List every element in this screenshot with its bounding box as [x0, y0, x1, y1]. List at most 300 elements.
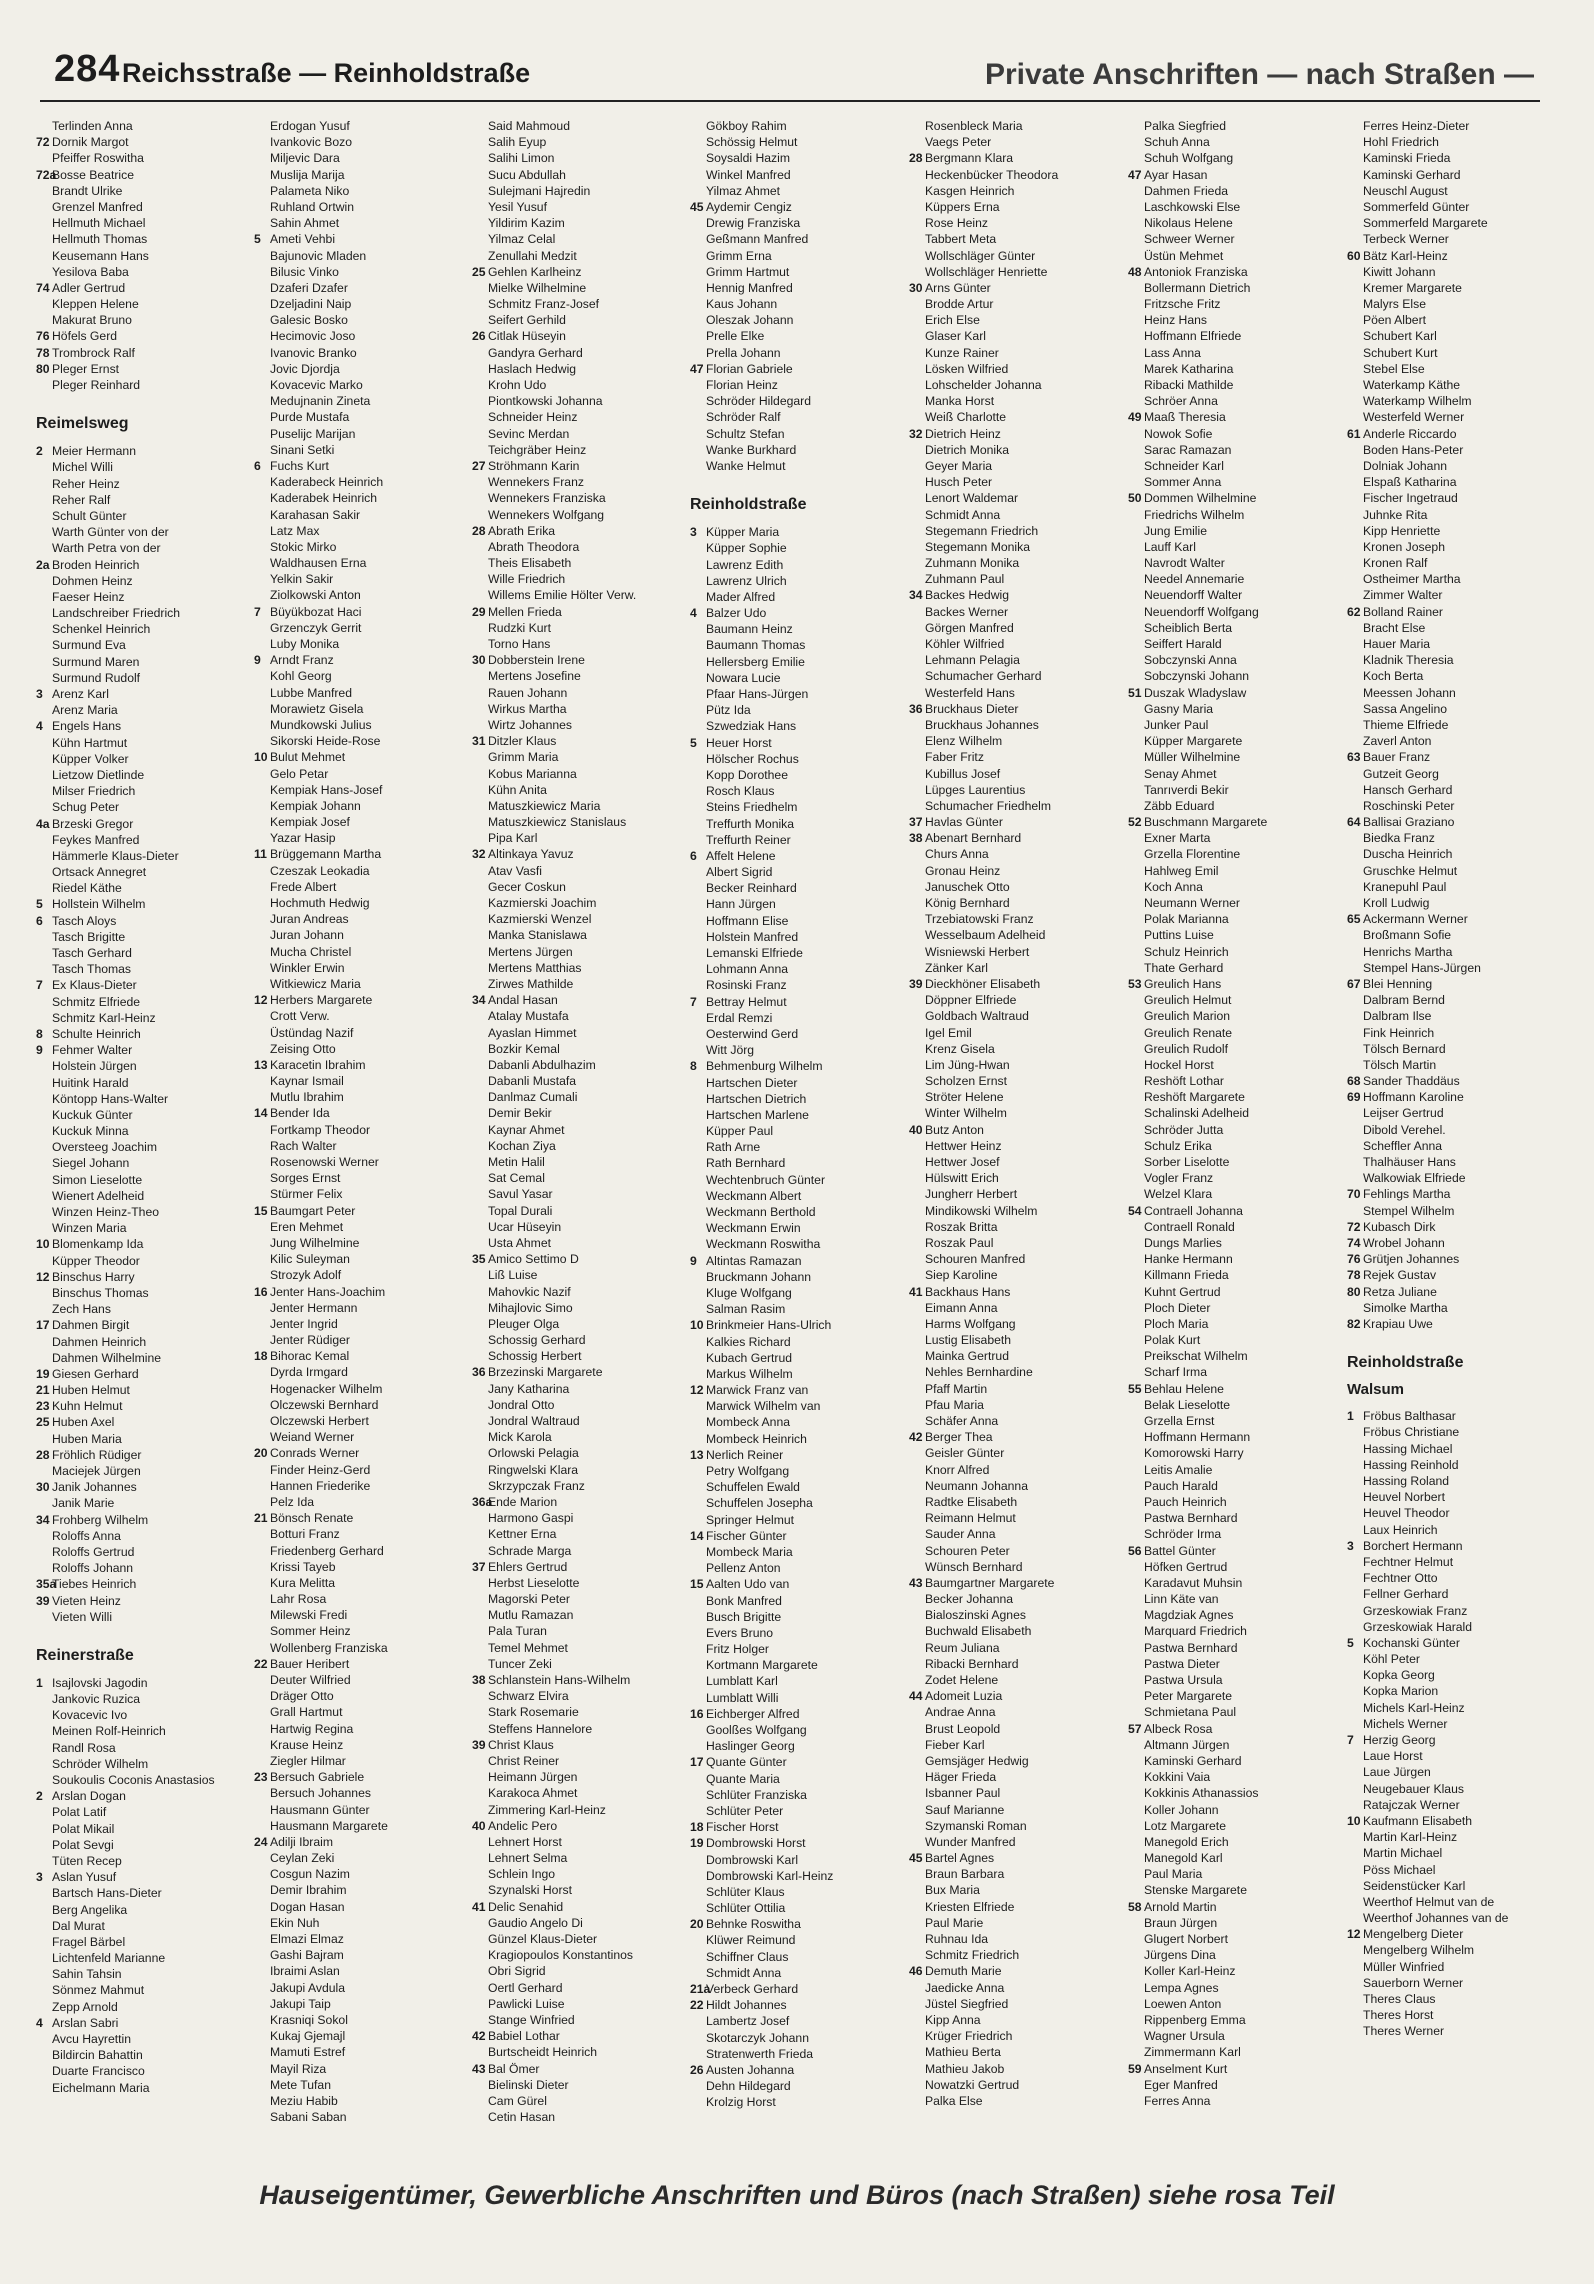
resident-name: Lehnert Horst [488, 1834, 562, 1849]
resident-entry [254, 1186, 460, 1202]
resident-name: Höfels Gerd [52, 329, 118, 344]
house-number: 4a [36, 816, 50, 831]
resident-entry [472, 1688, 678, 1704]
resident-entry [472, 183, 678, 199]
resident-name: Koch Berta [1363, 669, 1424, 684]
resident-entry [909, 960, 1115, 976]
resident-name: Becker Johanna [925, 1592, 1014, 1607]
resident-entry [1347, 183, 1553, 199]
resident-entry [909, 1607, 1115, 1623]
resident-entry [472, 296, 678, 312]
resident-name: Hannen Friederike [270, 1478, 371, 1493]
resident-name: Becker Reinhard [706, 881, 797, 896]
resident-entry [909, 523, 1115, 539]
resident-name: Jaedicke Anna [925, 1980, 1005, 1995]
resident-entry [36, 459, 242, 475]
resident-entry [472, 814, 678, 830]
house-number: 12 [36, 1269, 50, 1284]
house-number: 3 [36, 1870, 43, 1885]
resident-name: Terbeck Werner [1363, 232, 1449, 247]
house-number: 34 [472, 993, 486, 1008]
resident-entry [472, 960, 678, 976]
resident-name: Rose Heinz [925, 216, 988, 231]
resident-entry [254, 1672, 460, 1688]
resident-name: Citlak Hüseyin [488, 329, 566, 344]
resident-entry [909, 911, 1115, 927]
resident-entry [36, 312, 242, 328]
resident-name: Marwick Franz van [706, 1383, 809, 1398]
resident-name: Krolzig Horst [706, 2095, 776, 2110]
resident-entry [909, 1963, 1115, 1979]
resident-name: Meinen Rolf-Heinrich [52, 1724, 166, 1739]
resident-name: Isbanner Paul [925, 1786, 1001, 1801]
resident-entry [1347, 1683, 1553, 1699]
resident-entry [690, 1366, 896, 1382]
resident-name: Treffurth Reiner [706, 832, 791, 847]
resident-name: Glaser Karl [925, 329, 986, 344]
resident-name: Erich Else [925, 313, 980, 328]
resident-name: Treffurth Monika [706, 816, 795, 831]
resident-entry [472, 1122, 678, 1138]
resident-name: Fröhlich Rüdiger [52, 1447, 142, 1462]
resident-name: Kukaj Gjemajl [270, 2029, 346, 2044]
resident-name: Sarac Ramazan [1144, 442, 1232, 457]
resident-entry [909, 1882, 1115, 1898]
resident-entry [254, 1089, 460, 1105]
resident-entry [472, 426, 678, 442]
house-number: 49 [1128, 410, 1142, 425]
resident-entry [909, 1802, 1115, 1818]
resident-name: Vieten Willi [52, 1609, 113, 1624]
resident-entry [472, 1364, 678, 1380]
resident-entry [690, 557, 896, 573]
resident-entry [36, 702, 242, 718]
resident-name: Dombrowski Karl [706, 1852, 799, 1867]
resident-name: Fröbus Balthasar [1363, 1409, 1456, 1424]
resident-entry [36, 1740, 242, 1756]
resident-entry [254, 539, 460, 555]
resident-entry [909, 1462, 1115, 1478]
resident-name: Schenkel Heinrich [52, 622, 151, 637]
resident-entry [1128, 1073, 1334, 1089]
resident-entry [1347, 1424, 1553, 1440]
resident-name: Häger Frieda [925, 1770, 997, 1785]
resident-entry [472, 1769, 678, 1785]
resident-entry [909, 976, 1115, 992]
resident-entry [909, 215, 1115, 231]
resident-name: Milewski Fredi [270, 1608, 348, 1623]
resident-entry [1347, 1959, 1553, 1975]
resident-entry [254, 1721, 460, 1737]
resident-entry [36, 929, 242, 945]
resident-entry [36, 1853, 242, 1869]
resident-entry [1347, 1635, 1553, 1651]
resident-entry [36, 1869, 242, 1885]
resident-name: Balzer Udo [706, 606, 767, 621]
resident-entry [472, 2109, 678, 2125]
resident-name: Landschreiber Friedrich [52, 606, 181, 621]
resident-name: Kovacevic Marko [270, 378, 363, 392]
resident-name: Schossig Gerhard [488, 1333, 586, 1348]
resident-name: Grzenczyk Gerrit [270, 620, 362, 635]
resident-name: Schmidt Anna [706, 1965, 782, 1980]
resident-name: Kettner Erna [488, 1527, 557, 1542]
resident-entry [909, 2061, 1115, 2077]
resident-name: Killmann Frieda [1144, 1268, 1229, 1283]
resident-entry [909, 766, 1115, 782]
resident-name: Petry Wolfgang [706, 1464, 790, 1478]
resident-entry [690, 816, 896, 832]
resident-name: Küpper Maria [706, 525, 780, 540]
resident-entry [36, 1495, 242, 1511]
resident-name: Paul Maria [1144, 1867, 1203, 1882]
house-number: 76 [1347, 1252, 1361, 1267]
resident-name: Binschus Harry [52, 1269, 135, 1284]
resident-name: Zimmering Karl-Heinz [488, 1802, 606, 1817]
resident-name: Stratenwerth Frieda [706, 2046, 814, 2061]
resident-name: Pleger Ernst [52, 361, 120, 376]
resident-name: Surmund Eva [52, 638, 126, 653]
resident-entry [909, 846, 1115, 862]
resident-entry [1128, 895, 1334, 911]
resident-entry [690, 1058, 896, 1074]
resident-name: Ribacki Bernhard [925, 1656, 1019, 1671]
resident-name: Karahasan Sakir [270, 507, 361, 522]
resident-name: Bollermann Dietrich [1144, 280, 1251, 295]
resident-name: Jovic Djordja [270, 361, 340, 376]
resident-name: Jürgens Dina [1144, 1948, 1216, 1963]
resident-name: Nehles Bernhardine [925, 1365, 1033, 1380]
resident-entry [1347, 1910, 1553, 1926]
resident-entry [1128, 1381, 1334, 1397]
resident-name: Demir Ibrahim [270, 1883, 347, 1898]
resident-name: Ekin Nuh [270, 1915, 320, 1930]
resident-name: Wille Friedrich [488, 572, 566, 587]
resident-entry [690, 1123, 896, 1139]
house-number: 60 [1347, 248, 1361, 263]
resident-name: Abrath Erika [488, 523, 556, 538]
resident-name: Küpper Paul [706, 1124, 774, 1139]
resident-name: Broden Heinrich [52, 557, 140, 572]
house-number: 4 [36, 2015, 43, 2030]
resident-entry [909, 1769, 1115, 1785]
resident-name: Greulich Marion [1144, 1009, 1231, 1024]
house-number: 36a [472, 1494, 493, 1509]
resident-entry [690, 605, 896, 621]
resident-name: Mainka Gertrud [925, 1349, 1009, 1364]
resident-entry [1347, 587, 1553, 603]
resident-entry [1128, 1397, 1334, 1413]
resident-entry [36, 1918, 242, 1934]
resident-name: Kaminski Frieda [1363, 151, 1451, 166]
resident-entry [1128, 749, 1334, 765]
resident-entry [690, 296, 896, 312]
resident-name: Elspaß Katharina [1363, 475, 1457, 490]
resident-entry [36, 783, 242, 799]
resident-name: Roloffs Gertrud [52, 1544, 135, 1559]
resident-entry [36, 605, 242, 621]
resident-name: Müller Wilhelmine [1144, 750, 1241, 765]
resident-entry [909, 701, 1115, 717]
resident-entry [1128, 1154, 1334, 1170]
resident-entry [690, 1139, 896, 1155]
resident-entry [472, 1429, 678, 1445]
resident-name: Döppner Elfriede [925, 993, 1017, 1008]
house-number: 6 [36, 913, 43, 928]
resident-entry [472, 1041, 678, 1057]
resident-name: Janik Marie [52, 1496, 115, 1511]
resident-entry [1128, 1963, 1334, 1979]
resident-name: Sikorski Heide-Rose [270, 734, 381, 749]
resident-entry [1347, 604, 1553, 620]
resident-entry [909, 652, 1115, 668]
resident-name: Sinani Setki [270, 442, 335, 457]
resident-name: Havlas Günter [925, 815, 1003, 830]
resident-name: Sommerfeld Günter [1363, 199, 1470, 214]
resident-name: Brüggemann Martha [270, 847, 382, 862]
resident-name: Battel Günter [1144, 1543, 1216, 1558]
resident-name: Palka Siegfried [1144, 119, 1226, 133]
resident-entry [472, 1721, 678, 1737]
resident-name: Zirwes Mathilde [488, 976, 574, 991]
resident-entry [1128, 1478, 1334, 1494]
resident-name: Thate Gerhard [1144, 960, 1224, 975]
resident-entry [1347, 733, 1553, 749]
resident-name: Krüger Friedrich [925, 2029, 1013, 2044]
resident-entry [690, 1026, 896, 1042]
resident-name: Ballisai Graziano [1363, 815, 1455, 830]
resident-name: Hettwer Heinz [925, 1138, 1002, 1153]
resident-name: Dobberstein Irene [488, 653, 585, 668]
resident-name: Borchert Hermann [1363, 1538, 1463, 1553]
resident-entry [909, 150, 1115, 166]
resident-entry [1347, 1926, 1553, 1942]
resident-entry [36, 134, 242, 150]
resident-entry [472, 1785, 678, 1801]
resident-name: Bajunovic Mladen [270, 248, 367, 263]
resident-name: Rosinski Franz [706, 978, 787, 993]
resident-entry [690, 864, 896, 880]
house-number: 38 [909, 831, 923, 846]
resident-name: Greulich Helmut [1144, 993, 1232, 1008]
resident-name: Mengelberg Wilhelm [1363, 1943, 1475, 1958]
house-number: 18 [254, 1349, 268, 1364]
resident-name: Theis Elisabeth [488, 556, 572, 571]
resident-name: Kaufmann Elisabeth [1363, 1813, 1473, 1828]
resident-entry [254, 1866, 460, 1882]
resident-entry [36, 1204, 242, 1220]
resident-name: Prelle Elke [706, 329, 765, 344]
resident-name: Fink Heinrich [1363, 1025, 1435, 1040]
resident-name: Schubert Karl [1363, 329, 1437, 344]
resident-entry [909, 782, 1115, 798]
house-number: 56 [1128, 1543, 1142, 1558]
resident-name: Jungherr Herbert [925, 1187, 1018, 1202]
resident-name: Nerlich Reiner [706, 1447, 784, 1462]
resident-name: Kuckuk Günter [52, 1107, 133, 1122]
resident-entry [1347, 1203, 1553, 1219]
resident-entry [1347, 1105, 1553, 1121]
resident-entry [1128, 1802, 1334, 1818]
directory-columns [36, 118, 1546, 2158]
resident-entry [1347, 1651, 1553, 1667]
resident-name: Berger Thea [925, 1430, 993, 1445]
resident-name: Orlowski Pelagia [488, 1446, 579, 1461]
resident-name: Hartschen Dieter [706, 1075, 798, 1090]
resident-name: Schäfer Anna [925, 1414, 999, 1428]
footer-note: Hauseigentümer, Gewerbliche Anschriften und Büros (nach Straßen) siehe rosa Teil [259, 2180, 1335, 2210]
resident-entry [1128, 328, 1334, 344]
resident-entry [690, 961, 896, 977]
resident-name: Bauer Heribert [270, 1656, 350, 1671]
resident-name: Ibraimi Aslan [270, 1964, 340, 1979]
house-number: 72 [1347, 1219, 1361, 1234]
resident-entry [1128, 636, 1334, 652]
resident-name: Peter Margarete [1144, 1689, 1233, 1704]
resident-entry [909, 1737, 1115, 1753]
resident-entry [1347, 976, 1553, 992]
resident-entry [254, 1769, 460, 1785]
resident-name: Koller Johann [1144, 1802, 1219, 1817]
resident-entry [472, 668, 678, 684]
resident-name: Trombrock Ralf [52, 345, 135, 360]
resident-entry [36, 1950, 242, 1966]
resident-name: Jüstel Siegfried [925, 1996, 1009, 2011]
resident-name: Bolland Rainer [1363, 604, 1443, 619]
resident-entry [472, 1899, 678, 1915]
resident-entry [472, 830, 678, 846]
resident-entry [1347, 620, 1553, 636]
resident-name: Kochan Ziya [488, 1138, 556, 1153]
resident-name: Bartel Agnes [925, 1851, 995, 1866]
resident-name: Evers Bruno [706, 1625, 774, 1640]
resident-entry [254, 1850, 460, 1866]
resident-name: Jakupi Taip [270, 1996, 331, 2011]
resident-entry [472, 1267, 678, 1283]
resident-name: Belak Lieselotte [1144, 1397, 1231, 1412]
resident-entry [1347, 1667, 1553, 1683]
resident-name: Ruhnau Ida [925, 1932, 989, 1946]
resident-entry [909, 604, 1115, 620]
resident-name: Eichelmann Maria [52, 2080, 150, 2095]
resident-entry [472, 539, 678, 555]
resident-name: Sobczynski Anna [1144, 653, 1237, 668]
street-heading: Reimelsweg [36, 415, 129, 433]
resident-name: Schneider Heinz [488, 410, 578, 425]
resident-entry [36, 557, 242, 573]
resident-entry [1128, 1008, 1334, 1024]
resident-name: Sorber Liselotte [1144, 1155, 1230, 1169]
resident-name: Boden Hans-Peter [1363, 442, 1464, 457]
house-number: 17 [36, 1318, 50, 1333]
resident-entry [254, 830, 460, 846]
resident-entry [1128, 944, 1334, 960]
resident-name: Kochanski Günter [1363, 1635, 1460, 1650]
resident-name: Pelz Ida [270, 1494, 315, 1509]
resident-entry [254, 1996, 460, 2012]
resident-name: Altintas Ramazan [706, 1253, 802, 1268]
resident-name: Dieckhöner Elisabeth [925, 976, 1041, 991]
resident-name: Cosgun Nazim [270, 1867, 350, 1882]
resident-name: Manka Stanislawa [488, 928, 587, 943]
house-number: 9 [36, 1043, 43, 1058]
resident-entry [36, 1058, 242, 1074]
resident-name: Schulz Erika [1144, 1138, 1212, 1153]
resident-entry [254, 2012, 460, 2028]
resident-name: Bätz Karl-Heinz [1363, 248, 1448, 263]
resident-entry [1347, 571, 1553, 587]
resident-name: Christ Klaus [488, 1737, 554, 1752]
resident-entry [690, 2078, 896, 2094]
resident-entry [254, 118, 460, 134]
resident-entry [909, 1284, 1115, 1300]
resident-name: Delic Senahid [488, 1899, 564, 1914]
resident-entry [1128, 248, 1334, 264]
resident-name: Mengelberg Dieter [1363, 1927, 1464, 1942]
resident-name: Avcu Hayrettin [52, 2032, 132, 2046]
resident-name: Arslan Dogan [52, 1789, 126, 1804]
resident-entry [1347, 846, 1553, 862]
house-number: 40 [909, 1122, 923, 1137]
resident-entry [1128, 1688, 1334, 1704]
resident-entry [1347, 992, 1553, 1008]
resident-entry [254, 1381, 460, 1397]
resident-name: Austen Johanna [706, 2062, 795, 2077]
resident-entry [472, 150, 678, 166]
resident-name: Jenter Ingrid [270, 1316, 338, 1331]
resident-name: Senay Ahmet [1144, 766, 1217, 781]
resident-entry [690, 2062, 896, 2078]
resident-name: Cam Gürel [488, 2093, 547, 2108]
resident-name: Rosenbleck Maria [925, 119, 1023, 133]
resident-entry [909, 280, 1115, 296]
house-number: 30 [472, 653, 486, 668]
resident-name: Roloffs Johann [52, 1561, 134, 1576]
house-number: 28 [472, 523, 486, 538]
resident-entry [472, 1802, 678, 1818]
resident-name: Krapiau Uwe [1363, 1316, 1433, 1331]
resident-entry [1128, 571, 1334, 587]
resident-name: Isajlovski Jagodin [52, 1675, 148, 1690]
resident-entry [1347, 1732, 1553, 1748]
resident-name: Adilji Ibraim [270, 1834, 333, 1849]
resident-entry [472, 798, 678, 814]
resident-name: Lempa Agnes [1144, 1980, 1219, 1995]
resident-name: Bonk Manfred [706, 1593, 782, 1608]
resident-entry [1128, 264, 1334, 280]
resident-entry [472, 1834, 678, 1850]
resident-name: Brzeski Gregor [52, 816, 134, 831]
resident-name: Babiel Lothar [488, 2029, 560, 2044]
resident-entry [1128, 1462, 1334, 1478]
resident-name: Welzel Klara [1144, 1187, 1213, 1202]
resident-entry [254, 377, 460, 393]
resident-name: Hassing Michael [1363, 1441, 1453, 1456]
resident-entry [909, 167, 1115, 183]
resident-name: Waldhausen Erna [270, 556, 367, 571]
resident-entry [254, 150, 460, 166]
resident-entry [909, 1089, 1115, 1105]
resident-entry [909, 1753, 1115, 1769]
resident-name: Szymanski Roman [925, 1818, 1027, 1833]
resident-entry [254, 426, 460, 442]
resident-name: Leitis Amalie [1144, 1462, 1213, 1477]
resident-name: Büyükbozat Haci [270, 604, 362, 619]
resident-entry [909, 1494, 1115, 1510]
house-number: 61 [1347, 426, 1361, 441]
resident-entry [254, 1413, 460, 1429]
resident-name: Braun Jürgen [1144, 1915, 1218, 1930]
